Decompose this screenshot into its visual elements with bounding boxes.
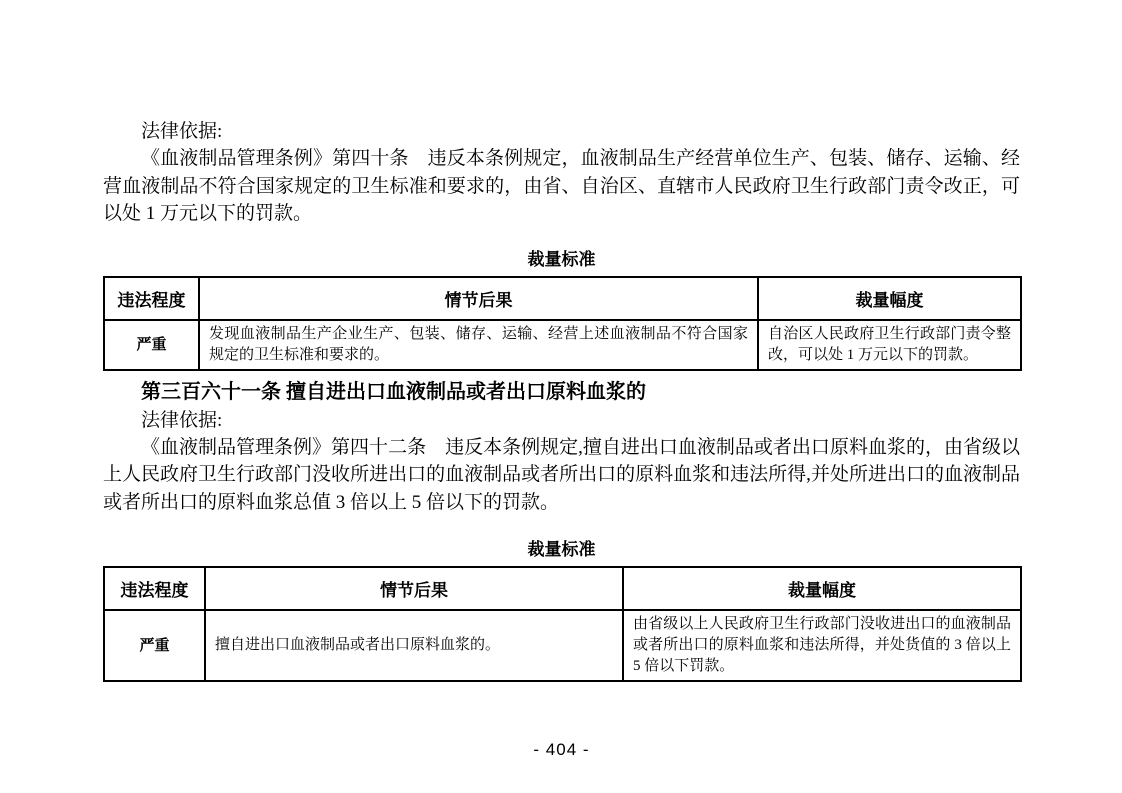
cell-circumstance: 发现血液制品生产企业生产、包装、储存、运输、经营上述血液制品不符合国家规定的卫生标准和要求的。 xyxy=(199,320,758,370)
cell-circumstance: 擅自进出口血液制品或者出口原料血浆的。 xyxy=(205,610,623,681)
header-violation-degree: 违法程度 xyxy=(104,277,199,320)
legal-basis-label-1: 法律依据: xyxy=(141,121,223,142)
table-title-1: 裁量标准 xyxy=(527,249,596,269)
table-header-row xyxy=(104,567,1021,610)
article-heading: 第三百六十一条 擅自进出口血液制品或者出口原料血浆的 xyxy=(141,380,646,403)
header-discretion-range: 裁量幅度 xyxy=(623,567,1021,610)
table-row xyxy=(104,320,1021,370)
cell-severity: 严重 xyxy=(104,610,205,681)
cell-severity: 严重 xyxy=(104,320,199,370)
cell-range: 由省级以上人民政府卫生行政部门没收进出口的血液制品或者所出口的原料血浆和违法所得，并处货值的 3 倍以上 5 倍以下罚款。 xyxy=(623,610,1021,681)
legal-basis-paragraph-1: 《血液制品管理条例》第四十条 违反本条例规定，血液制品生产经营单位生产、包装、储存、运输、经营血液制品不符合国家规定的卫生标准和要求的，由省、自治区、直辖市人民政府卫生行政部门责令改正，可以处 1 万元以下的罚款。 xyxy=(103,148,1020,224)
legal-basis-paragraph-2: 《血液制品管理条例》第四十二条 违反本条例规定,擅自进出口血液制品或者出口原料血浆的，由省级以上人民政府卫生行政部门没收所进出口的血液制品或者所出口的原料血浆和违法所得,并处所进出口的血液制品或者所出口的原料血浆总值 3 倍以上 5 倍以下的罚款。 xyxy=(103,436,1020,513)
page-number: - 404 - xyxy=(533,740,590,759)
table-title-2: 裁量标准 xyxy=(527,540,596,559)
header-violation-degree: 违法程度 xyxy=(104,567,205,610)
discretion-table-1 xyxy=(103,276,1022,371)
header-circumstance: 情节后果 xyxy=(205,567,623,610)
header-discretion-range: 裁量幅度 xyxy=(758,277,1021,320)
legal-basis-label-2: 法律依据: xyxy=(141,409,223,431)
table-header-row xyxy=(104,277,1021,320)
discretion-table-2 xyxy=(103,566,1022,682)
cell-range: 自治区人民政府卫生行政部门责令整改，可以处 1 万元以下的罚款。 xyxy=(758,320,1021,370)
table-row xyxy=(104,610,1021,681)
header-circumstance: 情节后果 xyxy=(199,277,758,320)
